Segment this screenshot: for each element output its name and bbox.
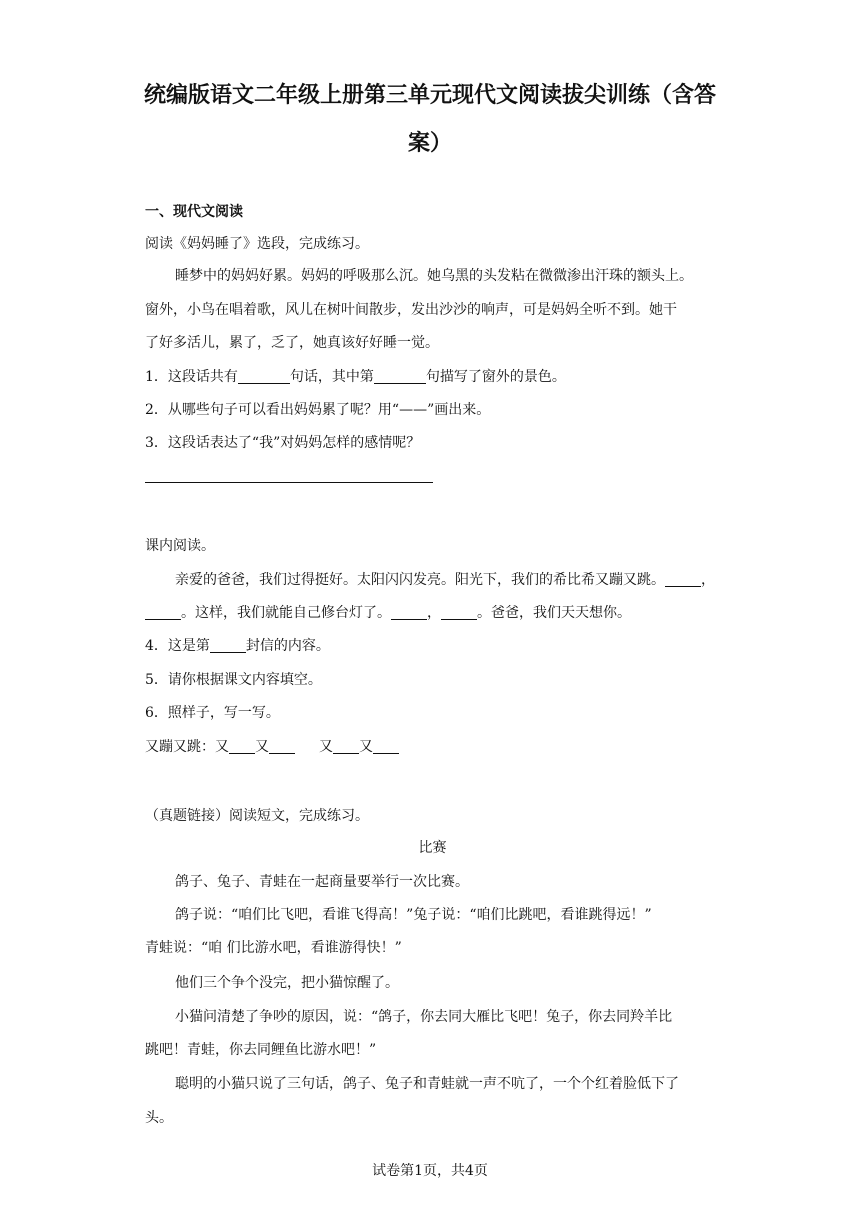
question-2: 2．从哪些句子可以看出妈妈累了呢？用“——”画出来。 xyxy=(145,402,491,418)
title-line-2: 案） xyxy=(407,131,452,156)
question-4 xyxy=(145,636,720,656)
answer-blank[interactable] xyxy=(333,739,359,754)
title-line-1: 统编版语文二年级上册第三单元现代文阅读拔尖训练（含答 xyxy=(143,83,716,108)
passage-1-line-1: 睡梦中的妈妈好累。妈妈的呼吸那么沉。她乌黑的头发粘在微微渗出汗珠的额头上。 xyxy=(175,268,693,284)
story-para-4-line-1: 小猫问清楚了争吵的原因，说：“鸽子，你去同大雁比飞吧！兔子，你去同羚羊比 xyxy=(175,1009,673,1025)
answer-blank[interactable] xyxy=(665,572,701,587)
story-para-5-line-1: 聪明的小猫只说了三句话，鸽子、兔子和青蛙就一声不吭了，一个个红着脸低下了 xyxy=(175,1076,679,1092)
answer-blank[interactable] xyxy=(269,739,295,754)
passage-1-line-3: 了好多活儿，累了，乏了，她真该好好睡一觉。 xyxy=(145,335,439,351)
passage-1-line-2: 窗外，小鸟在唱着歌，风儿在树叶间散步，发出沙沙的响声，可是妈妈全听不到。她干 xyxy=(145,302,677,318)
question-1-part-a: 1．这段话共有 xyxy=(145,369,238,385)
passage-2-text-c: 。爸爸，我们天天想你。 xyxy=(477,605,631,621)
passage-2-line-1 xyxy=(175,570,720,590)
answer-blank[interactable] xyxy=(229,739,255,754)
question-1-part-c: 句描写了窗外的景色。 xyxy=(425,369,566,385)
passage-2-text-b: 。这样，我们就能自己修台灯了。 xyxy=(181,605,391,621)
question-6-example xyxy=(145,737,720,757)
pattern-char: 又 xyxy=(359,739,373,755)
question-5: 5．请你根据课文内容填空。 xyxy=(145,672,322,688)
answer-blank[interactable] xyxy=(210,638,246,653)
story-para-2-line-1: 鸽子说：“咱们比飞吧，看谁飞得高！”兔子说：“咱们比跳吧，看谁跳得远！” xyxy=(175,907,652,923)
question-4-part-b: 封信的内容。 xyxy=(245,638,330,654)
punctuation: ， xyxy=(701,572,715,588)
passage-2-text-a: 亲爱的爸爸，我们过得挺好。太阳闪闪发亮。阳光下，我们的希比希又蹦又跳。 xyxy=(175,572,665,588)
pattern-char: 又 xyxy=(319,739,333,755)
section-heading: 一、现代文阅读 xyxy=(145,204,243,220)
answer-line[interactable] xyxy=(145,482,433,483)
example-word: 又蹦又跳： xyxy=(145,739,215,755)
question-1 xyxy=(145,367,720,387)
story-para-2-line-2: 青蛙说：“咱 们比游水吧，看谁游得快！” xyxy=(145,940,402,956)
passage-2-line-2 xyxy=(145,603,720,623)
story-para-3: 他们三个争个没完，把小猫惊醒了。 xyxy=(175,975,399,991)
question-3: 3．这段话表达了“我”对妈妈怎样的感情呢？ xyxy=(145,435,421,451)
question-4-part-a: 4．这是第 xyxy=(145,638,210,654)
punctuation: ， xyxy=(427,605,441,621)
reading-intro-1: 阅读《妈妈睡了》选段，完成练习。 xyxy=(145,236,369,252)
answer-blank[interactable] xyxy=(374,369,426,384)
answer-blank[interactable] xyxy=(391,605,427,620)
pattern-char: 又 xyxy=(215,739,229,755)
page-footer: 试卷第1页，共4页 xyxy=(372,1163,488,1179)
answer-blank[interactable] xyxy=(441,605,477,620)
story-para-5-line-2: 头。 xyxy=(145,1110,173,1126)
story-para-1: 鸽子、兔子、青蛙在一起商量要举行一次比赛。 xyxy=(175,874,469,890)
answer-blank[interactable] xyxy=(238,369,290,384)
question-1-part-b: 句话，其中第 xyxy=(289,369,374,385)
story-para-4-line-2: 跳吧！青蛙，你去同鲤鱼比游水吧！” xyxy=(145,1042,377,1058)
reading-intro-3: （真题链接）阅读短文，完成练习。 xyxy=(145,808,369,824)
reading-intro-2: 课内阅读。 xyxy=(145,538,215,554)
pattern-char: 又 xyxy=(255,739,269,755)
answer-blank[interactable] xyxy=(145,605,181,620)
document-title xyxy=(140,72,720,168)
story-title: 比赛 xyxy=(418,840,447,856)
answer-blank[interactable] xyxy=(373,739,399,754)
question-6: 6．照样子，写一写。 xyxy=(145,705,280,721)
